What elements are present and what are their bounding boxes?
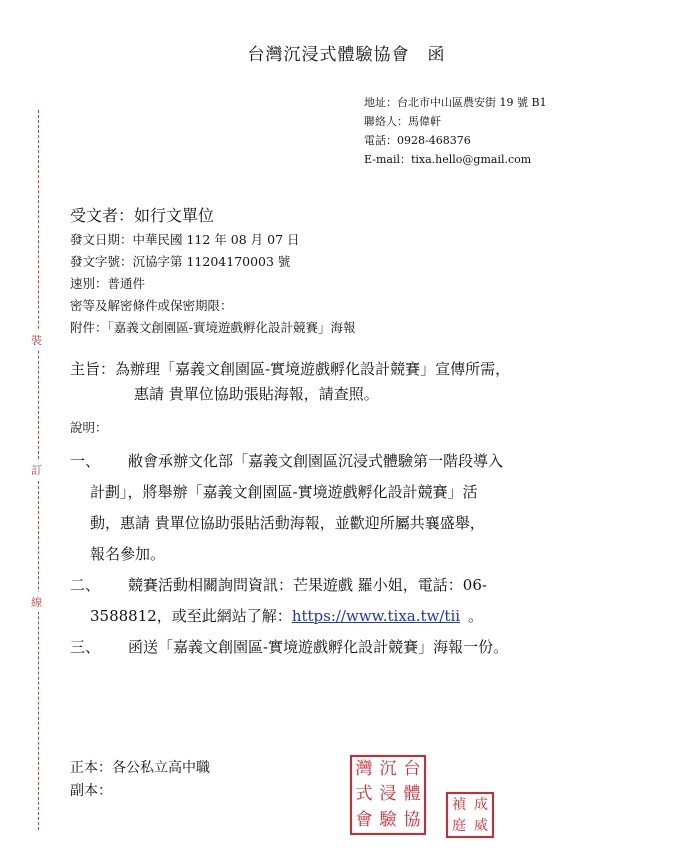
seal-char: 灣	[355, 759, 373, 780]
attachment: 附件：「嘉義文創園區-實境遊戲孵化設計競賽」海報	[70, 320, 356, 335]
contact-phone: 電話：0928-468376	[364, 134, 471, 147]
recipient: 受文者：如行文單位	[70, 206, 215, 225]
contact-email: E-mail：tixa.hello@gmail.com	[364, 153, 532, 166]
personal-seal	[446, 792, 494, 838]
seal-char: 式	[355, 784, 373, 805]
association-seal	[350, 755, 426, 835]
issue-date: 發文日期：中華民國 112 年 08 月 07 日	[70, 232, 300, 247]
document-number: 發文字號：沉協字第 11204170003 號	[70, 254, 291, 269]
binding-mark-zhuang: 裝	[31, 330, 42, 350]
item-2-line-2-prefix: 3588812，或至此網站了解：	[90, 607, 292, 625]
item-1-number: 一、	[70, 452, 101, 470]
seal-char: 體	[403, 784, 421, 805]
binding-mark-ding: 訂	[31, 460, 42, 480]
binding-mark-xian: 線	[31, 592, 42, 612]
item-1-line-4: 報名參加。	[90, 545, 166, 563]
seal-char: 成	[474, 796, 488, 813]
contact-address: 地址：台北市中山區農安街 19 號 B1	[364, 96, 547, 109]
seal-char: 禎	[452, 796, 466, 813]
delivery-speed: 速別：普通件	[70, 276, 146, 291]
seal-char: 會	[355, 809, 373, 830]
item-1-line-1: 敝會承辦文化部「嘉義文創園區沉浸式體驗第一階段導入	[128, 452, 504, 470]
item-2-number: 二、	[70, 576, 101, 594]
seal-char: 浸	[379, 784, 397, 805]
seal-char: 台	[403, 759, 421, 780]
subject-line-2: 惠請 貴單位協助張貼海報，請查照。	[134, 385, 379, 403]
item-3-line-1: 函送「嘉義文創園區-實境遊戲孵化設計競賽」海報一份。	[128, 638, 509, 656]
item-2-line-1: 競賽活動相關詢問資訊：芒果遊戲 羅小姐，電話：06-	[128, 576, 487, 594]
distribution-copy: 副本：	[70, 783, 112, 799]
confidentiality: 密等及解密條件或保密期限：	[70, 298, 233, 313]
seal-char: 庭	[452, 817, 466, 834]
seal-char: 協	[403, 809, 421, 830]
item-2-line-2-suffix: 。	[468, 607, 484, 625]
contact-person: 聯絡人：馬偉軒	[364, 115, 441, 128]
item-3-number: 三、	[70, 638, 101, 656]
website-link[interactable]: https://www.tixa.tw/tii	[291, 607, 461, 625]
seal-char: 沉	[379, 759, 397, 780]
document-title: 台灣沉浸式體驗協會 函	[247, 45, 446, 65]
item-2-line-2	[90, 605, 483, 626]
item-1-line-2: 計劃」，將舉辦「嘉義文創園區-實境遊戲孵化設計競賽」活	[90, 483, 478, 501]
subject-line-1: 主旨：為辦理「嘉義文創園區-實境遊戲孵化設計競賽」宣傳所需，	[70, 360, 511, 378]
seal-char: 驗	[379, 809, 397, 830]
seal-char: 威	[474, 817, 488, 834]
distribution-main: 正本：各公私立高中職	[70, 760, 210, 776]
explanation-label: 說明：	[70, 420, 108, 435]
item-1-line-3: 動，惠請 貴單位協助張貼活動海報，並歡迎所屬共襄盛舉，	[90, 514, 485, 532]
